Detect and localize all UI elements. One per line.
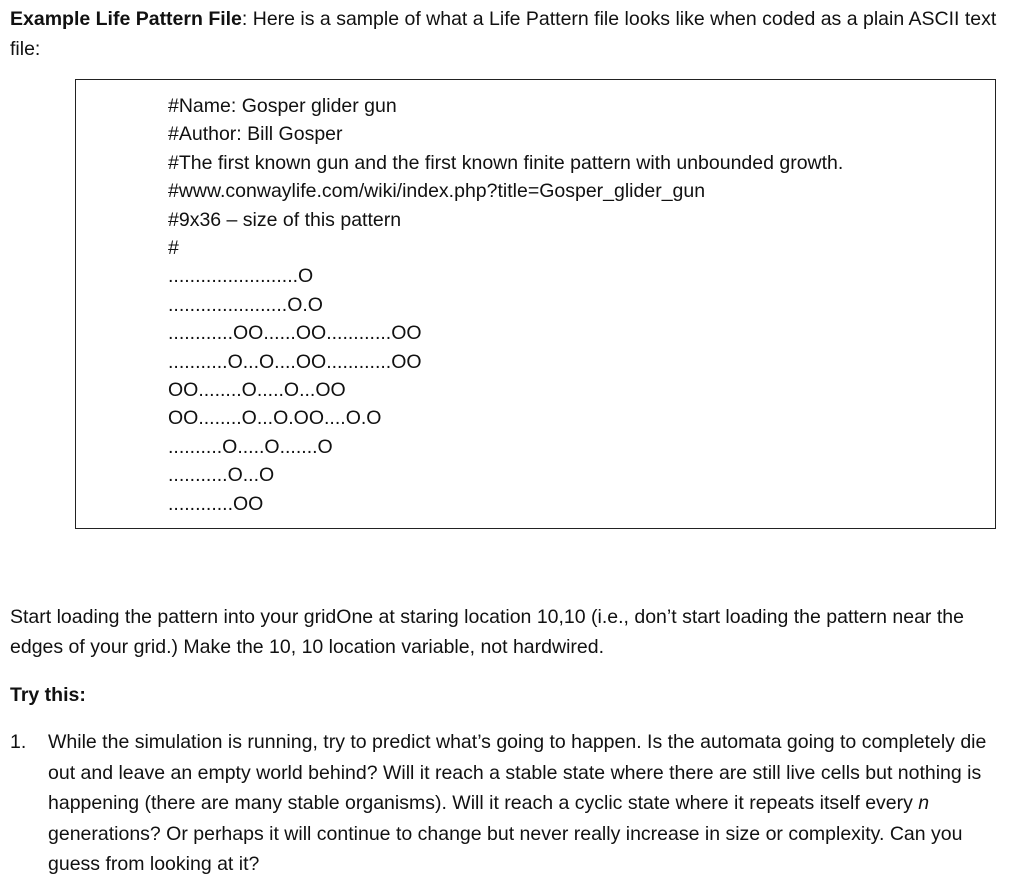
list-item-number: 1. [10,731,27,753]
intro-label: Example Life Pattern File [10,8,242,30]
pattern-line-author: #Author: Bill Gosper [168,123,343,146]
list-item-text-italic: n [918,792,930,814]
list-item-text [48,727,1000,880]
pattern-row: ............OO......OO............OO [168,322,422,345]
intro-paragraph [10,4,1000,64]
pattern-line-hash: # [168,237,179,260]
pattern-file-lines [168,92,843,518]
pattern-file-box [75,79,996,529]
list-item-text-part2: generations? Or perhaps it will continue to change but never really increase in size or complexity. Can you guess from looking at it? [48,822,963,875]
pattern-row: ..........O.....O.......O [168,435,333,458]
pattern-row: ............OO [168,492,264,515]
intro-text: Here is a sample of what a Life Pattern file looks like when coded as a plain ASCII text file: [10,8,997,60]
pattern-row: OO........O.....O...OO [168,379,346,402]
pattern-line-description: #The first known gun and the first known finite pattern with unbounded growth. [168,151,844,174]
pattern-row: OO........O...O.OO....O.O [168,407,382,430]
pattern-row: ...........O...O [168,464,275,487]
pattern-line-name: #Name: Gosper glider gun [168,95,397,117]
list-item-text-part1: While the simulation is running, try to predict what’s going to happen. Is the automata going to completely die out and leave an empty world behind? Will it reach a stable state where there are still live cells but nothing is happening (there are many stable organisms). Will it reach a cyclic state where it repeats itself every [48,731,987,814]
list-item [10,727,1000,880]
pattern-line-size: #9x36 – size of this pattern [168,208,402,231]
pattern-row: ........................O [168,265,314,288]
pattern-line-url: #www.conwaylife.com/wiki/index.php?title=Gosper_glider_gun [168,180,706,203]
loading-instructions: Start loading the pattern into your gridOne at staring location 10,10 (i.e., don’t start loading the pattern near the edges of your grid.) Make the 10, 10 location variable, not hardwired. [10,606,964,658]
intro-label-colon: : [241,8,248,30]
pattern-row: ......................O.O [168,293,323,316]
pattern-row: ...........O...O....OO............OO [168,350,422,373]
try-this-heading: Try this: [10,684,86,706]
try-this-list [10,727,1000,880]
